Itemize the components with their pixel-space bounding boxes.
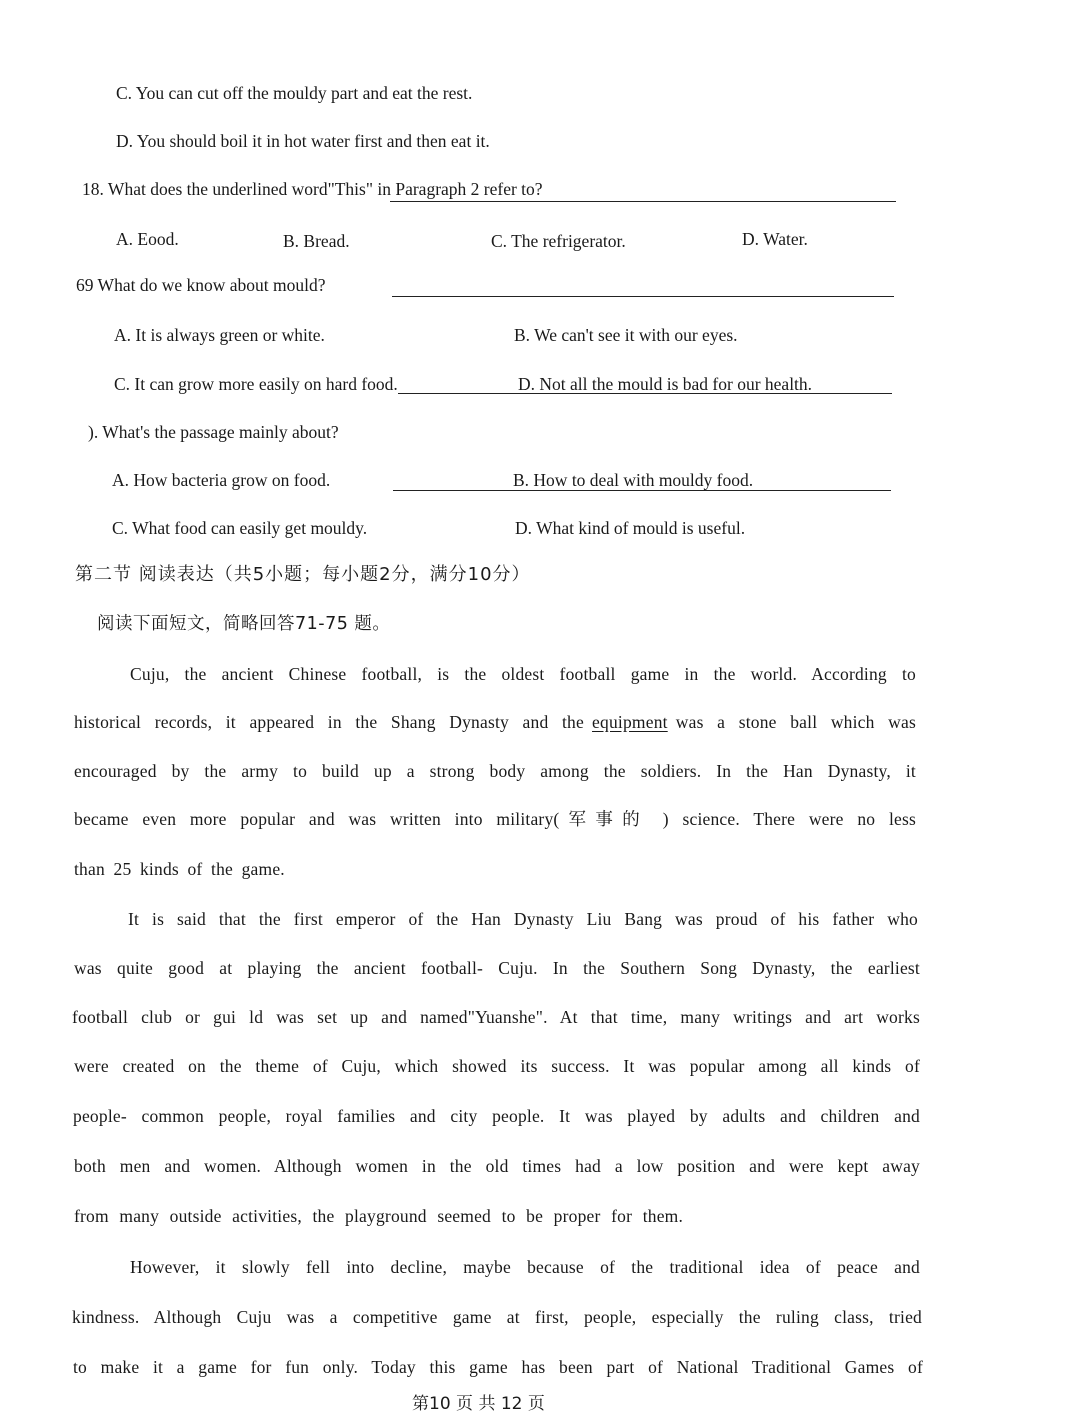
p2-line-5: people- common people, royal families and city people. It was played by adults and children and	[73, 1106, 920, 1126]
q18-option-c[interactable]: C. The refrigerator.	[491, 231, 626, 251]
q69-option-a[interactable]: A. It is always green or white.	[114, 325, 325, 345]
p3-line-1: However, it slowly fell into decline, maybe because of the traditional idea of peace and	[130, 1257, 920, 1277]
section-heading: 第二节 阅读表达（共5小题；每小题2分，满分10分）	[75, 564, 531, 585]
p1-line-2-end: was a stone ball which was	[675, 712, 916, 732]
q69-option-b[interactable]: B. We can't see it with our eyes.	[514, 325, 738, 345]
q18-stem: 18. What does the underlined word"This" in Paragraph 2 refer to?	[82, 179, 543, 199]
q18-answer-line	[390, 201, 896, 202]
q69-options-underline	[398, 393, 892, 394]
p1-line-2-start: historical records, it appeared in the Shang Dynasty and the	[74, 712, 584, 732]
page-number-footer: 第10 页 共 12 页	[412, 1394, 545, 1414]
p1-line-1: Cuju, the ancient Chinese football, is the oldest football game in the world. According to	[130, 664, 916, 684]
p2-line-1: It is said that the first emperor of the Han Dynasty Liu Bang was proud of his father who	[128, 909, 918, 929]
q17-option-c[interactable]: C. You can cut off the mouldy part and eat the rest.	[116, 83, 473, 103]
q18-option-b[interactable]: B. Bread.	[283, 231, 350, 251]
p1-line-3: encouraged by the army to build up a strong body among the soldiers. In the Han Dynasty, it	[74, 761, 916, 781]
section-instruction: 阅读下面短文，简略回答71-75 题。	[97, 614, 391, 634]
q69-answer-line	[392, 296, 894, 297]
q70-option-d[interactable]: D. What kind of mould is useful.	[515, 518, 746, 538]
p2-line-3: football club or gui ld was set up and named"Yuanshe". At that time, many writings and art works	[72, 1007, 920, 1027]
q70-option-a[interactable]: A. How bacteria grow on food.	[112, 470, 331, 490]
p1-line-4: became even more popular and was written into military(军事的 ) science. There were no less	[74, 809, 916, 829]
underlined-word-equipment: equipment	[592, 712, 668, 732]
p2-line-7: from many outside activities, the playground seemed to be proper for them.	[74, 1206, 684, 1226]
q17-option-d[interactable]: D. You should boil it in hot water first and then eat it.	[116, 131, 490, 151]
p3-line-3: to make it a game for fun only. Today this game has been part of National Traditional Games of	[73, 1357, 923, 1377]
q69-stem: 69 What do we know about mould?	[76, 275, 326, 295]
p2-line-4: were created on the theme of Cuju, which showed its success. It was popular among all kinds of	[74, 1056, 920, 1076]
q18-option-d[interactable]: D. Water.	[742, 229, 808, 249]
p3-line-2: kindness. Although Cuju was a competitive game at first, people, especially the ruling class, tried	[72, 1307, 922, 1327]
q69-option-d[interactable]: D. Not all the mould is bad for our health.	[518, 374, 813, 394]
q70-option-b[interactable]: B. How to deal with mouldy food.	[513, 470, 754, 490]
p1-line-2	[74, 710, 916, 734]
p2-line-6: both men and women. Although women in the old times had a low position and were kept away	[74, 1156, 920, 1176]
q70-option-c[interactable]: C. What food can easily get mouldy.	[112, 518, 368, 538]
q18-option-a[interactable]: A. Eood.	[116, 229, 179, 249]
q70-answer-line	[393, 490, 891, 491]
q69-option-c[interactable]: C. It can grow more easily on hard food.	[114, 374, 398, 394]
p1-line-5: than 25 kinds of the game.	[74, 859, 285, 879]
p2-line-2: was quite good at playing the ancient football- Cuju. In the Southern Song Dynasty, the earliest	[74, 958, 920, 978]
q70-stem: ). What's the passage mainly about?	[88, 422, 339, 442]
